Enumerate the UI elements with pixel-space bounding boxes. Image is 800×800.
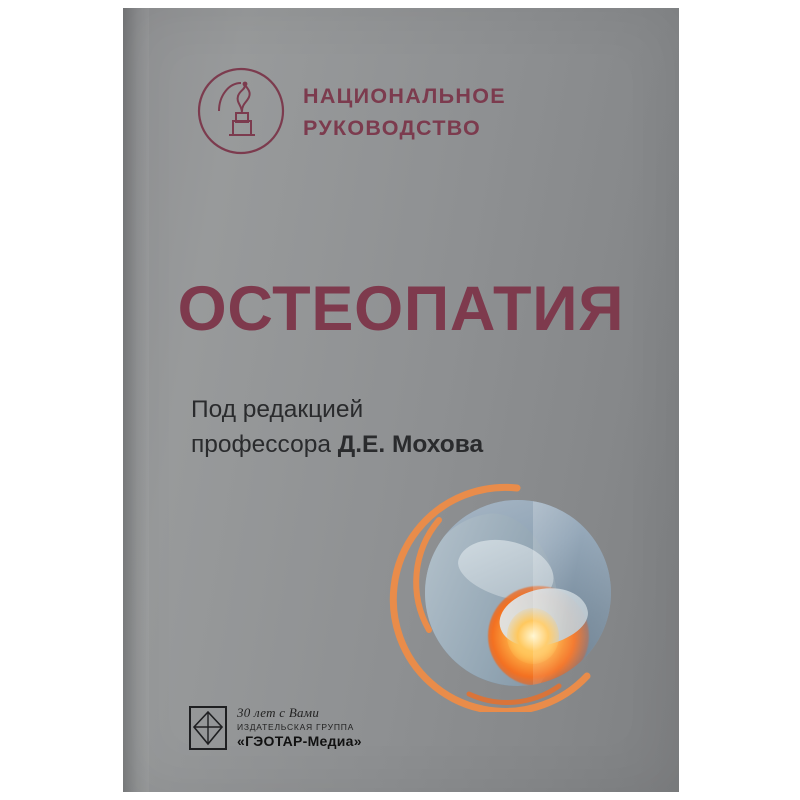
credits-editor-name: Д.Е. Мохова [337,430,484,458]
series-block [195,65,506,157]
geotar-logo-icon [189,706,227,750]
book-title: ОСТЕОПАТИЯ [177,274,625,344]
cover-artwork [377,480,627,712]
book-cover [123,8,679,792]
publisher-anniversary: 30 лет с Вами [237,704,320,720]
osteopathy-hands-photo [425,500,611,686]
publisher-group-label: ИЗДАТЕЛЬСКАЯ ГРУППА [237,721,355,732]
caduceus-emblem-icon [195,65,287,157]
publisher-text [237,705,362,750]
series-title-line2: РУКОВОДСТВО [303,116,482,140]
series-title [303,78,506,145]
credits-prefix: профессора [191,430,338,458]
cover-spine-shading [123,8,149,792]
credits-line-2 [191,428,483,463]
credits-line-1: Под редакцией [191,396,364,423]
editor-credits [191,393,483,463]
publisher-name: «ГЭОТАР-Медиа» [237,732,362,749]
publisher-block [189,705,362,750]
series-title-line1: НАЦИОНАЛЬНОЕ [303,83,506,108]
